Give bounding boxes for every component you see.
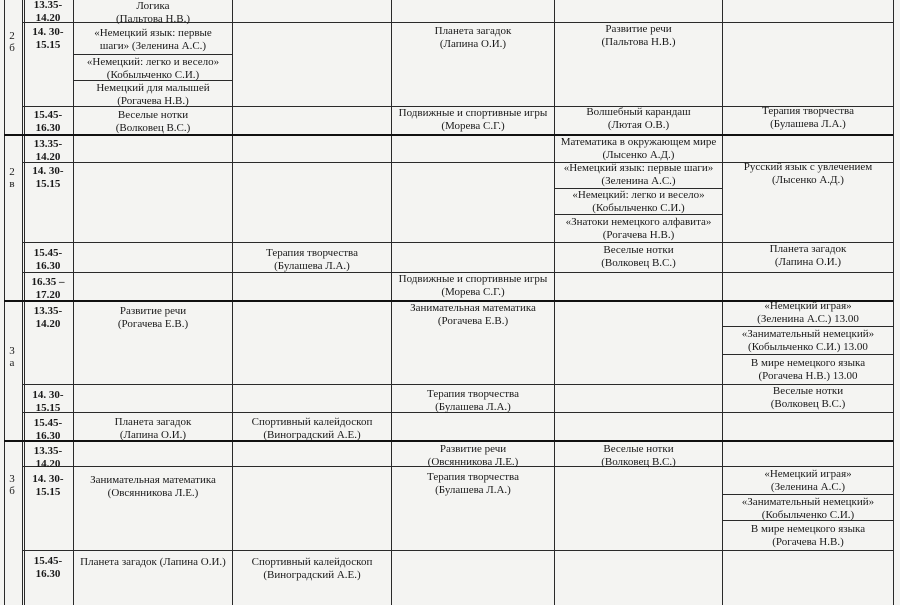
schedule-entry: «Немецкий язык: первые шаги» (Зеленина А.С.) [94, 27, 212, 52]
schedule-entry: Веселые нотки (Волковец В.С.) [770, 385, 846, 410]
group-divider [4, 134, 893, 136]
schedule-entry: «Немецкий: легко и весело» (Кобыльченко С.И.) [86, 56, 220, 81]
schedule-entry: Подвижные и спортивные игры (Морева С.Г.) [398, 273, 548, 298]
schedule-entry: Подвижные и спортивные игры (Морева С.Г.) [398, 107, 548, 132]
schedule-entry: Занимательная математика (Рогачева Е.В.) [410, 302, 536, 327]
schedule-entry: Развитие речи (Рогачева Е.В.) [117, 305, 189, 330]
class-label: 3 б [9, 473, 15, 497]
column-divider [554, 0, 555, 605]
table-border [893, 0, 894, 605]
schedule-entry: «Занимательный немецкий» (Кобыльченко С.И.) 13.00 [741, 328, 875, 353]
time-slot: 15.45- 16.30 [33, 247, 63, 272]
class-label: 2 б [9, 30, 15, 54]
time-slot: 14. 30- 15.15 [32, 26, 64, 51]
column-divider [232, 0, 233, 605]
schedule-entry: Планета загадок (Лапина О.И.) [434, 25, 512, 50]
time-slot: 14. 30- 15.15 [32, 165, 64, 190]
schedule-entry: «Занимательный немецкий» (Кобыльченко С.И.) [741, 496, 875, 521]
schedule-entry: «Немецкий играя» (Зеленина А.С.) 13.00 [757, 300, 859, 325]
schedule-entry: Планета загадок (Лапина О.И.) [114, 416, 192, 441]
time-slot: 14. 30- 15.15 [32, 473, 64, 498]
schedule-entry: В мире немецкого языка (Рогачева Н.В.) [750, 523, 866, 548]
class-label: 3 а [9, 345, 15, 369]
schedule-entry: Развитие речи (Пальтова Н.В.) [601, 23, 676, 48]
schedule-entry: «Знатоки немецкого алфавита» (Рогачева Н.В.) [565, 216, 712, 241]
time-slot: 13.35- 14.20 [33, 0, 63, 24]
time-slot: 16.35 – 17.20 [31, 276, 65, 301]
schedule-entry: «Немецкий играя» (Зеленина А.С.) [764, 468, 852, 493]
schedule-entry: Терапия творчества (Булашева Л.А.) [266, 247, 358, 272]
schedule-entry: Терапия творчества (Булашева Л.А.) [762, 105, 854, 130]
row-divider [22, 550, 893, 551]
time-slot: 15.45- 16.30 [33, 417, 63, 442]
schedule-entry: Веселые нотки (Волковец В.С.) [601, 443, 676, 468]
schedule-entry: В мире немецкого языка (Рогачева Н.В.) 13.00 [750, 357, 866, 382]
schedule-entry: Русский язык с увлечением (Лысенко А.Д.) [743, 161, 873, 186]
schedule-entry: Спортивный калейдоскоп (Виноградский А.Е.) [251, 556, 373, 581]
schedule-entry: Планета загадок (Лапина О.И.) [80, 556, 226, 568]
schedule-entry: «Немецкий: легко и весело» (Кобыльченко С.И.) [572, 189, 705, 214]
schedule-entry: Веселые нотки (Волковец В.С.) [115, 109, 191, 134]
schedule-entry: Немецкий для малышей (Рогачева Н.В.) [96, 82, 210, 107]
time-slot: 13.35- 14.20 [33, 305, 63, 330]
schedule-entry: Волшебный карандаш (Лютая О.В.) [586, 106, 691, 131]
time-slot: 13.35- 14.20 [33, 445, 63, 470]
time-slot: 15.45- 16.30 [33, 555, 63, 580]
schedule-entry: Веселые нотки (Волковец В.С.) [601, 244, 676, 269]
time-slot: 14. 30- 15.15 [32, 389, 64, 414]
column-divider [22, 0, 25, 605]
schedule-entry: «Немецкий язык: первые шаги» (Зеленина А.С.) [563, 162, 714, 187]
schedule-entry: Планета загадок (Лапина О.И.) [769, 243, 847, 268]
time-slot: 13.35- 14.20 [33, 138, 63, 163]
time-slot: 15.45- 16.30 [33, 109, 63, 134]
schedule-entry: Спортивный калейдоскоп (Виноградский А.Е.) [251, 416, 373, 441]
schedule-entry: Терапия творчества (Булашева Л.А.) [427, 388, 519, 413]
schedule-entry: Математика в окружающем мире (Лысенко А.Д.) [560, 136, 717, 161]
schedule-entry: Развитие речи (Овсянникова Л.Е.) [427, 443, 519, 468]
table-border [4, 0, 5, 605]
schedule-entry: Занимательная математика (Овсянникова Л.Е.) [90, 474, 216, 499]
schedule-entry: Логика (Пальтова Н.В.) [116, 0, 190, 25]
class-label: 2 в [9, 166, 15, 190]
row-divider [722, 354, 893, 355]
schedule-entry: Терапия творчества (Булашева Л.А.) [427, 471, 519, 496]
